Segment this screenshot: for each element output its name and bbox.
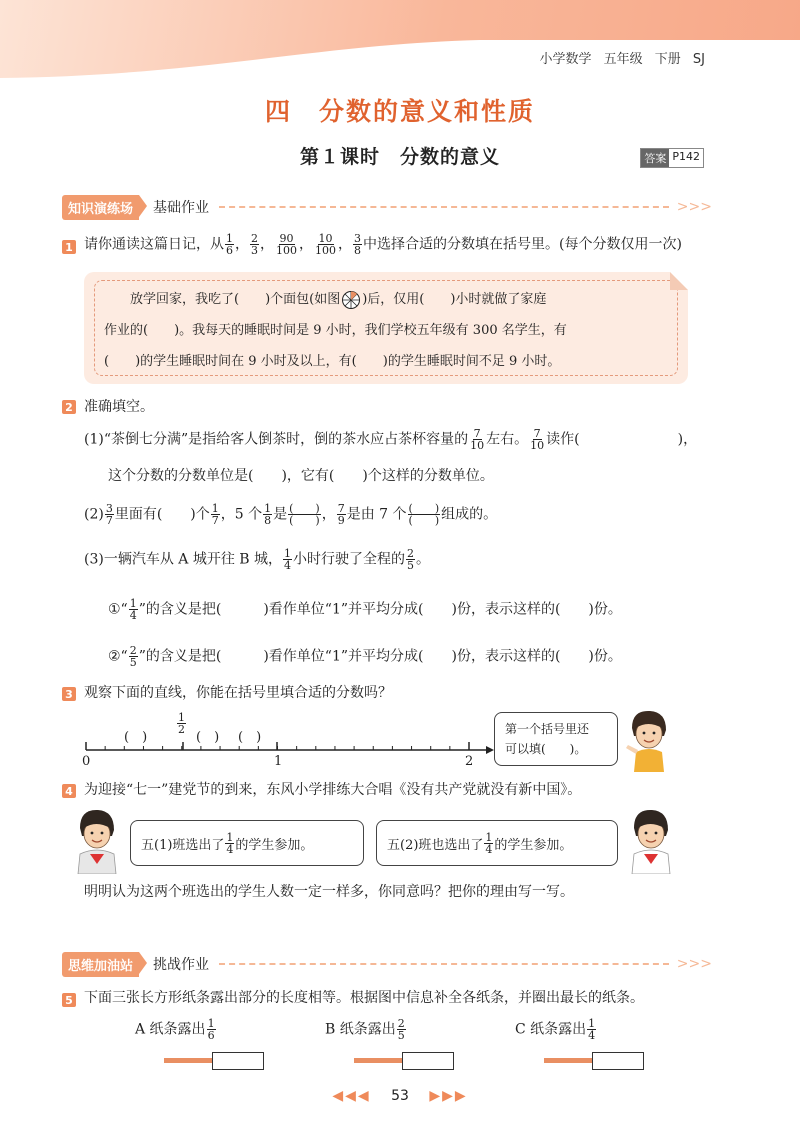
fraction: $\frac{2}{5}$ <box>129 644 137 669</box>
q2-part2: (2) $\frac{3}{7}$ 里面有( )个 $\frac{1}{7}$ ，5 个 $\frac{1}{8}$ 是 $\frac{( )}{( )}$ ， $\frac{7}{9}$ 是由 7 个 $\frac{( )}{( )}$ 组成的。 <box>84 502 498 527</box>
section-challenge <box>62 952 712 976</box>
q1-prompt: 请你通读这篇日记，从 $\frac{1}{6}$ ， $\frac{2}{3}$ ， $\frac{90}{100}$ ， $\frac{10}{100}$ ， $\frac{3}{8}$ 中选择合适的分数填在括号里。(每个分数仅用一次) <box>84 232 682 257</box>
subject-label: 小学数学 <box>539 52 592 67</box>
section-tag: 知识演练场 <box>62 195 139 220</box>
paper-strip-b[interactable] <box>402 1052 454 1070</box>
section-tag: 思维加油站 <box>62 952 139 977</box>
q5-prompt: 下面三张长方形纸条露出部分的长度相等。根据图中信息补全各纸条，并圈出最长的纸条。 <box>84 990 644 1006</box>
fraction: $\frac{1}{4}$ <box>284 547 292 572</box>
fraction: $\frac{1}{4}$ <box>226 830 234 856</box>
question-number: 1 <box>62 240 76 254</box>
answer-label: 答案 <box>641 149 669 167</box>
fraction: $\frac{90}{100}$ <box>276 232 297 257</box>
q4-prompt: 为迎接“七一”建党节的到来，东风小学排练大合唱《没有共产党就没有新中国》。 <box>84 782 582 798</box>
hint-bubble: 第一个括号里还 可以填( )。 <box>494 712 618 766</box>
question-number: 5 <box>62 993 76 1007</box>
fraction: $\frac{7}{10}$ <box>470 427 485 452</box>
diary-line-2: 作业的( )。我每天的睡眠时间是 9 小时，我们学校五年级有 300 名学生，有 <box>104 323 567 338</box>
edition-label: SJ <box>692 52 705 67</box>
fraction: $\frac{7}{10}$ <box>530 427 545 452</box>
half-label: $\frac{1}{2}$ <box>178 711 185 736</box>
book-info <box>539 48 705 67</box>
fraction: $\frac{1}{7}$ <box>211 502 219 527</box>
q2-part3-item2: ②“ $\frac{2}{5}$ ”的含义是把( )看作单位“1”并平均分成( )份，表示这样的( )份。 <box>108 644 622 669</box>
volume-label: 下册 <box>654 52 681 67</box>
fraction: $\frac{1}{6}$ <box>226 232 233 257</box>
section-divider <box>219 206 669 208</box>
question-number: 3 <box>62 687 76 701</box>
strip-a-label: A 纸条露出 $\frac{1}{6}$ <box>135 1017 215 1042</box>
page-footer <box>0 1088 800 1104</box>
section-divider <box>219 963 669 965</box>
fraction: $\frac{10}{100}$ <box>315 232 336 257</box>
fraction: $\frac{1}{4}$ <box>485 830 493 856</box>
speech-bubble-class1: 五(1)班选出了 $\frac{1}{4}$ 的学生参加。 <box>130 820 364 866</box>
answer-reference <box>640 148 704 168</box>
strip-c-hidden-part <box>544 1058 592 1063</box>
paper-strip-a[interactable] <box>212 1052 264 1070</box>
left-arrows-icon: ◀◀◀ <box>332 1088 371 1104</box>
fraction: $\frac{3}{8}$ <box>354 232 361 257</box>
diary-panel <box>84 272 688 384</box>
boy-right-icon <box>626 806 676 874</box>
lesson-title: 第１课时 分数的意义 <box>299 146 500 168</box>
number-line-blank[interactable]: ( ) <box>124 730 148 745</box>
fraction: $\frac{1}{4}$ <box>129 597 137 622</box>
arrow-icon <box>486 746 494 754</box>
section-name: 挑战作业 <box>153 957 210 973</box>
section-name: 基础作业 <box>153 200 210 216</box>
strip-b-label: B 纸条露出 $\frac{2}{5}$ <box>325 1017 405 1042</box>
strip-b-hidden-part <box>354 1058 402 1063</box>
tick-label-1: 1 <box>274 754 283 769</box>
q4-question: 明明认为这两个班选出的学生人数一定一样多，你同意吗？把你的理由写一写。 <box>84 884 574 900</box>
q2-part3-item1: ①“ $\frac{1}{4}$ ”的含义是把( )看作单位“1”并平均分成( )份，表示这样的( )份。 <box>108 597 622 622</box>
q3-prompt: 观察下面的直线，你能在括号里填合适的分数吗？ <box>84 685 392 701</box>
strip-c-label: C 纸条露出 $\frac{1}{4}$ <box>515 1017 596 1042</box>
section-basic <box>62 195 712 219</box>
boy-pointing-icon <box>624 708 672 772</box>
q2-part3: (3)一辆汽车从 A 城开往 B 城， $\frac{1}{4}$ 小时行驶了全程的 $\frac{2}{5}$ 。 <box>84 547 431 572</box>
blank-fraction[interactable]: $\frac{( )}{( )}$ <box>289 502 320 527</box>
fraction: $\frac{2}{5}$ <box>407 547 415 572</box>
page-fold-decoration <box>670 272 688 290</box>
right-arrows-icon: ▶▶▶ <box>429 1088 468 1104</box>
number-line-blank[interactable]: ( ) <box>238 730 262 745</box>
paper-strip-c[interactable] <box>592 1052 644 1070</box>
tick-label-0: 0 <box>82 754 91 769</box>
strip-a-hidden-part <box>164 1058 212 1063</box>
speech-bubble-class2: 五(2)班也选出了 $\frac{1}{4}$ 的学生参加。 <box>376 820 618 866</box>
grade-label: 五年级 <box>603 52 643 67</box>
question-number: 2 <box>62 400 76 414</box>
q2-prompt: 准确填空。 <box>84 399 154 415</box>
blank-fraction[interactable]: $\frac{( )}{( )}$ <box>408 502 440 527</box>
q2-part1: (1)“茶倒七分满”是指给客人倒茶时，倒的茶水应占茶杯容量的 $\frac{7}{10}$ 左右。 $\frac{7}{10}$ 读作( )， <box>84 427 698 452</box>
number-line-blank[interactable]: ( ) <box>196 730 220 745</box>
arrows-icon: >>> <box>676 956 712 972</box>
fraction: $\frac{2}{3}$ <box>251 232 258 257</box>
page-number: 53 <box>391 1088 409 1104</box>
diary-line-3: ( )的学生睡眠时间在 9 小时及以上，有( )的学生睡眠时间不足 9 小时。 <box>104 354 561 369</box>
chapter-title: 四 分数的意义和性质 <box>264 97 535 126</box>
diary-line-1: 放学回家，我吃了( )个面包(如图 )后，仅用( )小时就做了家庭 <box>130 288 546 310</box>
fraction: $\frac{1}{8}$ <box>264 502 272 527</box>
boy-left-icon <box>70 806 122 874</box>
tick-label-2: 2 <box>465 754 474 769</box>
fraction: $\frac{7}{9}$ <box>337 502 345 527</box>
arrows-icon: >>> <box>676 199 712 215</box>
bread-pie-icon <box>341 290 361 310</box>
question-number: 4 <box>62 784 76 798</box>
q2-part1-line2: 这个分数的分数单位是( )，它有( )个这样的分数单位。 <box>108 468 494 484</box>
fraction: $\frac{3}{7}$ <box>105 502 113 527</box>
answer-page: P142 <box>672 150 700 163</box>
